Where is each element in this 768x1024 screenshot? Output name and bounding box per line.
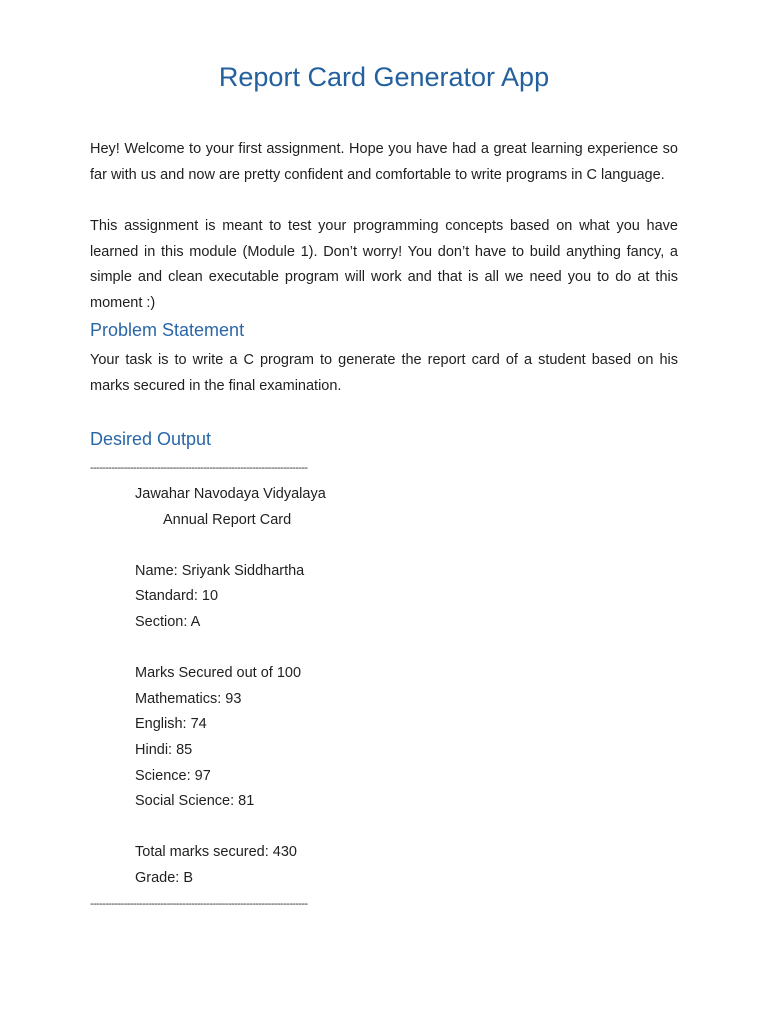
output-science: Science: 97: [135, 767, 211, 784]
intro-paragraph-1: Hey! Welcome to your first assignment. Hope you have had a great learning experience so far with us and now are pretty confident and comfortable to write programs in C language.: [90, 141, 678, 183]
problem-statement-heading: Problem Statement: [90, 320, 245, 340]
output-social-science: Social Science: 81: [135, 793, 255, 810]
output-mathematics: Mathematics: 93: [135, 690, 242, 707]
intro-paragraph-2: This assignment is meant to test your programming concepts based on what you have learned in this module (Module 1). Don’t worry! You don’t have to build anything fancy, a simple and clean executable program will work and that is all we need you to do at this moment :): [90, 218, 678, 311]
problem-statement-body: Your task is to write a C program to generate the report card of a student based on his marks secured in the final examination.: [90, 352, 678, 394]
output-school: Jawahar Navodaya Vidyalaya: [135, 486, 326, 502]
output-report-title: Annual Report Card: [163, 511, 292, 528]
output-section: Section: A: [135, 613, 201, 630]
output-grade: Grade: B: [135, 869, 194, 886]
output-blank-line: [135, 636, 326, 662]
desired-output-heading: Desired Output: [90, 429, 212, 449]
output-divider-bottom: -----------------------------------------------------------------------: [90, 899, 308, 910]
output-english: English: 74: [135, 716, 207, 733]
output-standard: Standard: 10: [135, 588, 219, 605]
output-marks-header: Marks Secured out of 100: [135, 665, 302, 682]
output-blank-line: [135, 533, 326, 559]
desired-output-block: [135, 482, 326, 892]
output-divider-top: -----------------------------------------------------------------------: [90, 463, 308, 474]
page-title: Report Card Generator App: [218, 62, 550, 92]
output-hindi: Hindi: 85: [135, 741, 193, 758]
output-blank-line: [135, 815, 326, 841]
output-total: Total marks secured: 430: [135, 844, 297, 861]
output-name: Name: Sriyank Siddhartha: [135, 562, 305, 579]
